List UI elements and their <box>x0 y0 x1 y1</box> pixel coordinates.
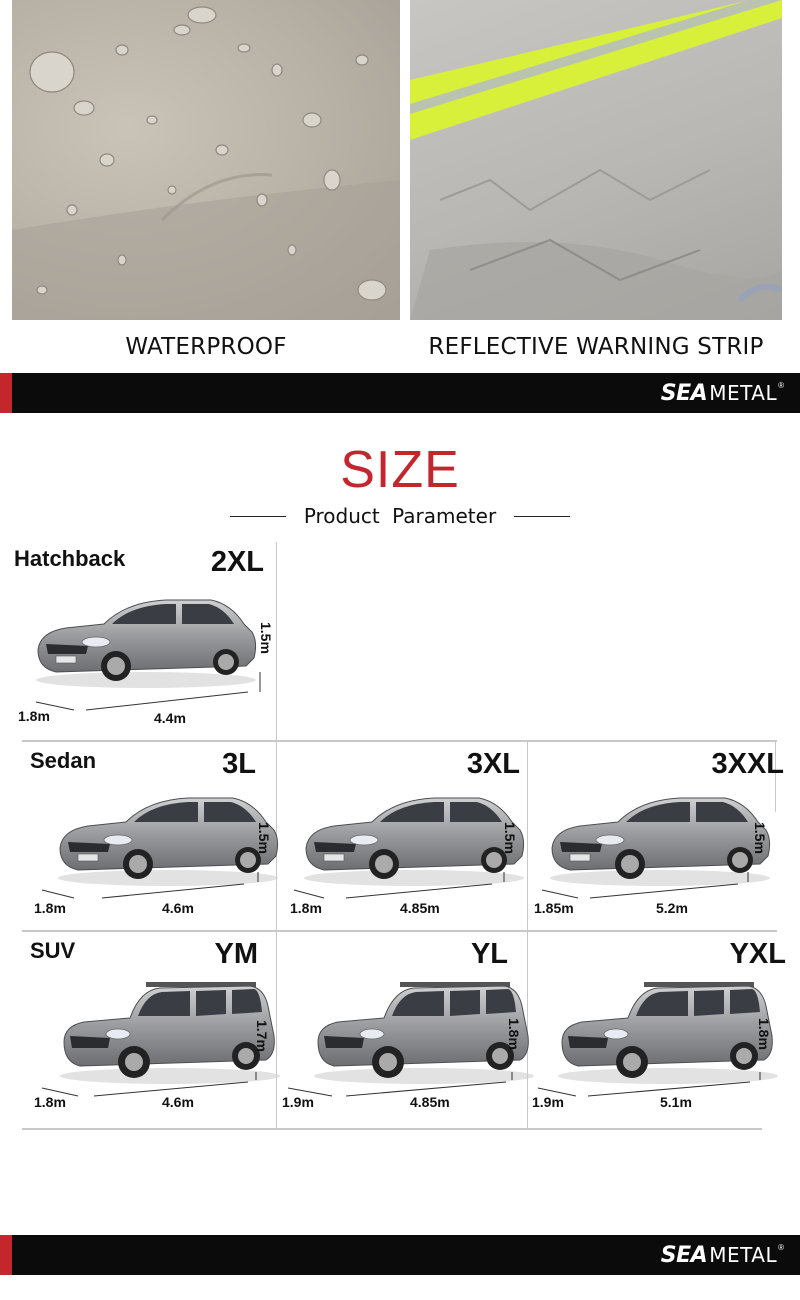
brand-name-part2: METAL <box>709 1243 778 1267</box>
size-card-2xl <box>12 542 274 732</box>
registered-mark: ® <box>778 381 784 390</box>
size-card-yxl <box>528 932 786 1122</box>
dimension-height: 1.5m <box>256 822 272 854</box>
size-card-3l <box>24 742 270 932</box>
size-code: 2XL <box>210 546 264 578</box>
brand-bar-top <box>0 373 800 413</box>
brand-name-part2: METAL <box>709 381 778 405</box>
brand-logo <box>661 381 784 405</box>
grid-divider <box>276 542 277 740</box>
dimension-length: 4.85m <box>410 1094 450 1110</box>
dimension-height: 1.8m <box>506 1018 522 1050</box>
dimension-length: 4.6m <box>162 900 194 916</box>
water-droplets-image <box>12 0 400 320</box>
size-code: YL <box>470 938 508 970</box>
dimension-width: 1.8m <box>34 900 66 916</box>
dimension-width: 1.8m <box>290 900 322 916</box>
size-code: 3L <box>222 748 256 780</box>
subtitle: Product Parameter <box>303 504 497 528</box>
size-title: SIZE <box>340 441 460 499</box>
red-accent-block <box>0 1235 12 1275</box>
size-code: 3XXL <box>711 748 784 780</box>
dimension-length: 4.4m <box>154 710 186 726</box>
dimension-length: 4.6m <box>162 1094 194 1110</box>
size-card-ym <box>24 932 270 1122</box>
dimension-width: 1.8m <box>34 1094 66 1110</box>
subtitle-row <box>0 504 800 528</box>
dimension-width: 1.8m <box>18 708 50 724</box>
waterproof-caption: WATERPROOF <box>125 334 287 360</box>
dimension-lines <box>528 1072 774 1112</box>
size-card-3xl <box>280 742 526 932</box>
dimension-height: 1.5m <box>258 622 274 654</box>
size-card-yl <box>280 932 526 1122</box>
dimension-lines <box>22 672 262 722</box>
size-card-3xxl <box>528 742 784 932</box>
dimension-width: 1.9m <box>532 1094 564 1110</box>
category-label-hatchback: Hatchback <box>14 546 126 571</box>
dimension-length: 5.1m <box>660 1094 692 1110</box>
dimension-height: 1.5m <box>752 822 768 854</box>
subtitle-line-left <box>230 516 286 517</box>
brand-bar-bottom <box>0 1235 800 1275</box>
dimension-height: 1.7m <box>254 1020 270 1052</box>
reflective-strip-caption: REFLECTIVE WARNING STRIP <box>428 334 764 360</box>
dimension-height: 1.8m <box>756 1018 772 1050</box>
category-label-sedan: Sedan <box>30 748 97 773</box>
red-accent-block <box>0 373 12 413</box>
brand-logo <box>661 1243 784 1267</box>
subtitle-line-right <box>514 516 570 517</box>
size-code: 3XL <box>466 748 520 780</box>
grid-divider <box>22 1128 762 1130</box>
reflective-strip-photo <box>410 0 782 320</box>
dimension-height: 1.5m <box>502 822 518 854</box>
size-code: YM <box>214 938 258 970</box>
registered-mark: ® <box>778 1243 784 1252</box>
brand-name-part1: SEA <box>660 380 708 406</box>
dimension-width: 1.9m <box>282 1094 314 1110</box>
size-code: YXL <box>729 938 786 970</box>
reflective-strip-image <box>410 0 782 320</box>
category-label-suv: SUV <box>30 938 76 963</box>
brand-name-part1: SEA <box>660 1242 708 1268</box>
dimension-width: 1.85m <box>534 900 574 916</box>
dimension-length: 5.2m <box>656 900 688 916</box>
dimension-lines <box>280 1072 526 1112</box>
waterproof-photo <box>12 0 400 320</box>
dimension-length: 4.85m <box>400 900 440 916</box>
